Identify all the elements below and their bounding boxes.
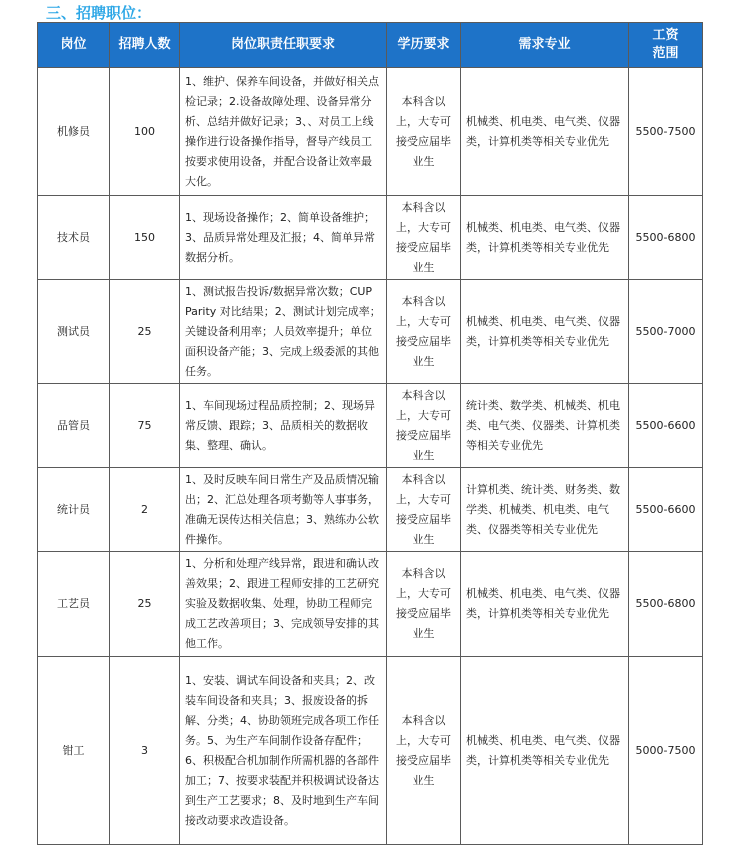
- major-cell: 计算机类、统计类、财务类、数学类、机械类、机电类、电气类、仪器类等相关专业优先: [461, 468, 629, 552]
- table-row: [38, 384, 703, 468]
- salary-cell: 5500-7500: [629, 68, 703, 196]
- position-cell: 技术员: [38, 196, 110, 280]
- education-cell: 本科含以上，大专可接受应届毕业生: [387, 657, 461, 845]
- education-cell: 本科含以上，大专可接受应届毕业生: [387, 280, 461, 384]
- salary-cell: 5000-7500: [629, 657, 703, 845]
- duties-cell: 1、分析和处理产线异常，跟进和确认改善效果；2、跟进工程师安排的工艺研究实验及数据收集、处理，协助工程师完成工艺改善项目；3、完成领导安排的其他工作。: [180, 552, 387, 657]
- count-cell: 150: [110, 196, 180, 280]
- salary-cell: 5500-6600: [629, 468, 703, 552]
- job-positions-table: [37, 22, 703, 845]
- section-title: 三、招聘职位：: [46, 4, 152, 22]
- table-row: [38, 68, 703, 196]
- header-count: 招聘人数: [110, 23, 180, 68]
- count-cell: 75: [110, 384, 180, 468]
- position-cell: 工艺员: [38, 552, 110, 657]
- count-cell: 25: [110, 552, 180, 657]
- salary-cell: 5500-6800: [629, 196, 703, 280]
- table-header: [38, 23, 703, 68]
- table-row: [38, 657, 703, 845]
- duties-cell: 1、及时反映车间日常生产及品质情况输出；2、汇总处理各项考勤等人事事务，准确无误传达相关信息；3、熟练办公软件操作。: [180, 468, 387, 552]
- position-cell: 测试员: [38, 280, 110, 384]
- education-cell: 本科含以上，大专可接受应届毕业生: [387, 552, 461, 657]
- position-cell: 统计员: [38, 468, 110, 552]
- table-row: [38, 280, 703, 384]
- header-education: 学历要求: [387, 23, 461, 68]
- major-cell: 机械类、机电类、电气类、仪器类，计算机类等相关专业优先: [461, 280, 629, 384]
- header-row: [38, 23, 703, 68]
- position-cell: 钳工: [38, 657, 110, 845]
- count-cell: 3: [110, 657, 180, 845]
- major-cell: 统计类、数学类、机械类、机电类、电气类、仪器类、计算机类等相关专业优先: [461, 384, 629, 468]
- count-cell: 25: [110, 280, 180, 384]
- duties-cell: 1、测试报告投诉/数据异常次数；CUP Parity 对比结果；2、测试计划完成率；关键设备利用率；人员效率提升；单位面积设备产能；3、完成上级委派的其他任务。: [180, 280, 387, 384]
- education-cell: 本科含以上，大专可接受应届毕业生: [387, 196, 461, 280]
- table-row: [38, 196, 703, 280]
- education-cell: 本科含以上，大专可接受应届毕业生: [387, 68, 461, 196]
- count-cell: 2: [110, 468, 180, 552]
- major-cell: 机械类、机电类、电气类、仪器类，计算机类等相关专业优先: [461, 657, 629, 845]
- salary-cell: 5500-6600: [629, 384, 703, 468]
- salary-cell: 5500-7000: [629, 280, 703, 384]
- count-cell: 100: [110, 68, 180, 196]
- header-salary: 工资范围: [629, 23, 703, 68]
- major-cell: 机械类、机电类、电气类、仪器类，计算机类等相关专业优先: [461, 196, 629, 280]
- education-cell: 本科含以上，大专可接受应届毕业生: [387, 468, 461, 552]
- salary-cell: 5500-6800: [629, 552, 703, 657]
- table-row: [38, 468, 703, 552]
- position-cell: 机修员: [38, 68, 110, 196]
- major-cell: 机械类、机电类、电气类、仪器类，计算机类等相关专业优先: [461, 552, 629, 657]
- table-row: [38, 552, 703, 657]
- duties-cell: 1、维护、保养车间设备，并做好相关点检记录；2.设备故障处理、设备异常分析、总结并做好记录；3、、对员工上线操作进行设备操作指导，督导产线员工按要求使用设备，并配合设备让效率最大化。: [180, 68, 387, 196]
- header-duties: 岗位职责任职要求: [180, 23, 387, 68]
- education-cell: 本科含以上，大专可接受应届毕业生: [387, 384, 461, 468]
- duties-cell: 1、安装、调试车间设备和夹具；2、改装车间设备和夹具；3、报废设备的拆解、分类；4、协助领班完成各项工作任务。5、为生产车间制作设备存配件；6、积极配合机加制作所需机器的各部件加工；7、按要求装配并积极调试设备达到生产工艺要求；8、及时地到生产车间接改动要求改造设备。: [180, 657, 387, 845]
- duties-cell: 1、现场设备操作；2、简单设备维护；3、品质异常处理及汇报；4、简单异常数据分析。: [180, 196, 387, 280]
- header-position: 岗位: [38, 23, 110, 68]
- header-major: 需求专业: [461, 23, 629, 68]
- major-cell: 机械类、机电类、电气类、仪器类，计算机类等相关专业优先: [461, 68, 629, 196]
- position-cell: 品管员: [38, 384, 110, 468]
- table-body: [38, 68, 703, 845]
- duties-cell: 1、车间现场过程品质控制；2、现场异常反馈、跟踪；3、品质相关的数据收集、整理、确认。: [180, 384, 387, 468]
